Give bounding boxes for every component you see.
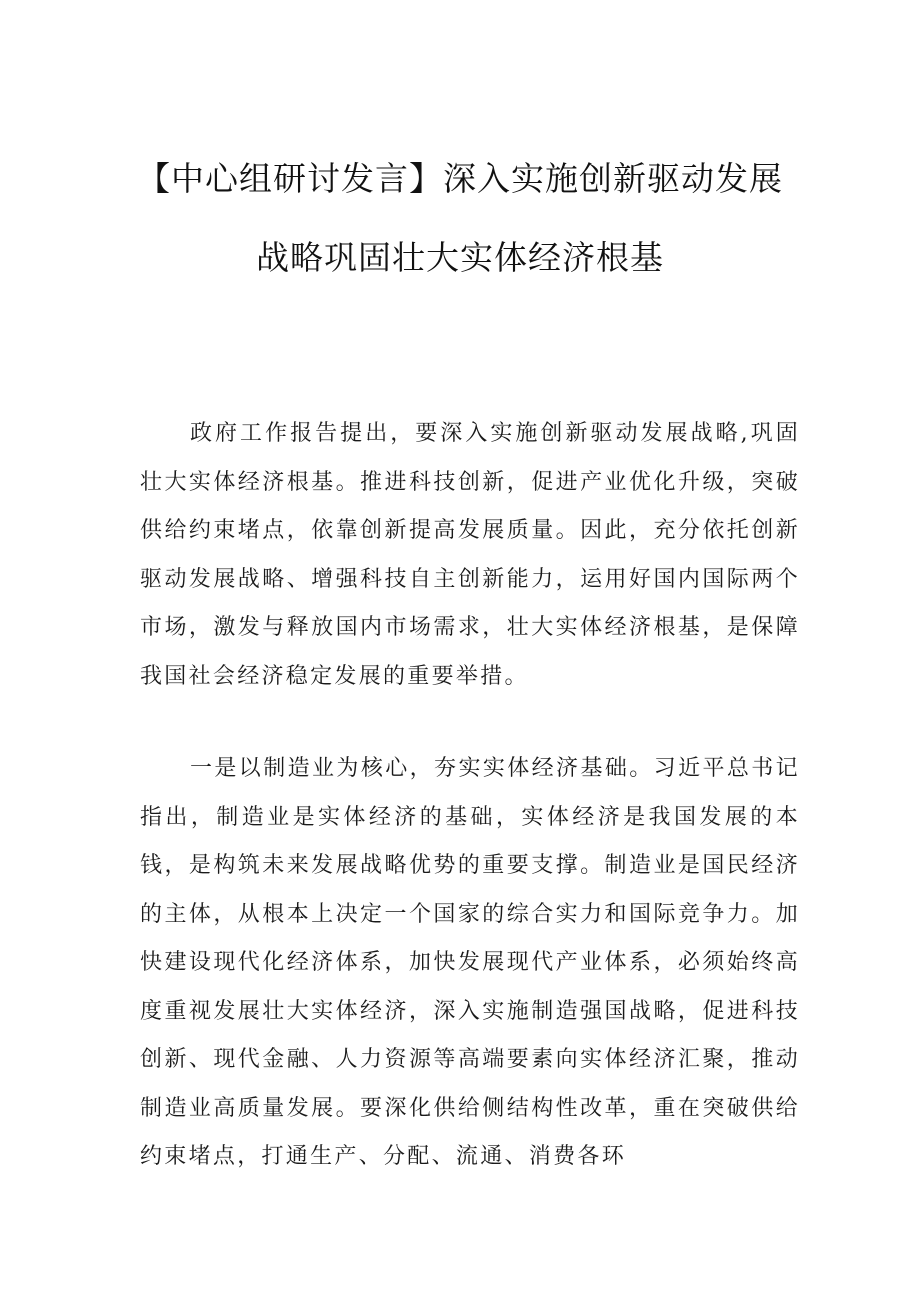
body-paragraph-2: 一是以制造业为核心，夯实实体经济基础。习近平总书记指出，制造业是实体经济的基础，实体经济是我国发展的本钱，是构筑未来发展战略优势的重要支撑。制造业是国民经济的主体，从根本上决定一个国家的综合实力和国际竞争力。加快建设现代化经济体系，加快发展现代产业体系，必须始终高度重视发展壮大实体经济，深入实施制造强国战略，促进科技创新、现代金融、人力资源等高端要素向实体经济汇聚，推动制造业高质量发展。要深化供给侧结构性改革，重在突破供给约束堵点，打通生产、分配、流通、消费各环	[140, 756, 800, 1169]
document-title-line-2: 战略巩固壮大实体经济根基	[256, 238, 664, 277]
body-paragraph-1: 政府工作报告提出，要深入实施创新驱动发展战略,巩固壮大实体经济根基。推进科技创新，促进产业优化升级，突破供给约束堵点，依靠创新提高发展质量。因此，充分依托创新驱动发展战略、增强科技自主创新能力，运用好国内国际两个市场，激发与释放国内市场需求，壮大实体经济根基，是保障我国社会经济稳定发展的重要举措。	[140, 421, 800, 689]
document-title-line-1: 【中心组研讨发言】深入实施创新驱动发展	[137, 159, 783, 198]
